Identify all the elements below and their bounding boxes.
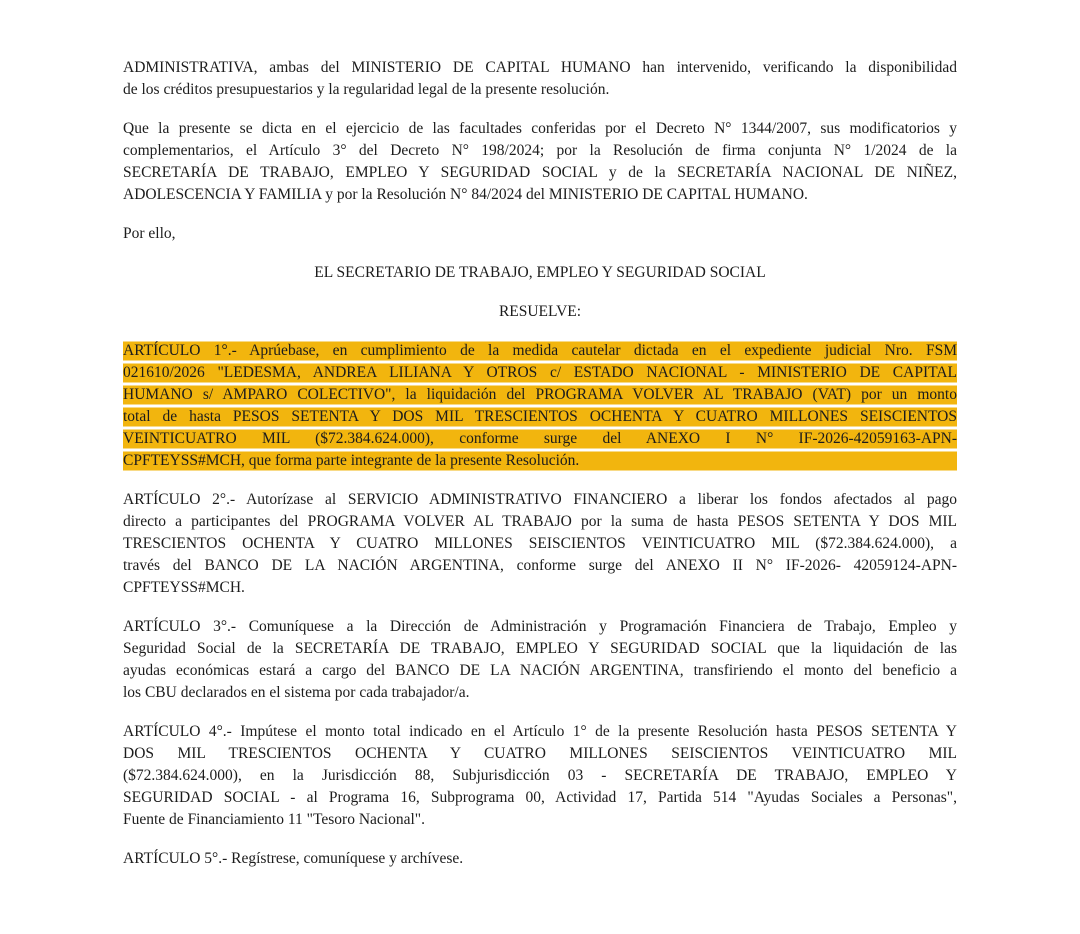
text-line: ARTÍCULO 2°.- Autorízase al SERVICIO ADMINISTRATIVO FINANCIERO a liberar los fondos afectados al pago bbox=[123, 491, 957, 508]
text-line: los CBU declarados en el sistema por cada trabajador/a. bbox=[123, 684, 470, 701]
text-line: ADMINISTRATIVA, ambas del MINISTERIO DE CAPITAL HUMANO han intervenido, verificando la disponibilidad bbox=[123, 59, 957, 76]
text-line: TRESCIENTOS OCHENTA Y CUATRO MILLONES SEISCIENTOS VEINTICUATRO MIL ($72.384.624.000), a bbox=[123, 535, 957, 552]
highlighted-text-line: HUMANO s/ AMPARO COLECTIVO", la liquidación del PROGRAMA VOLVER AL TRABAJO (VAT) por un monto bbox=[123, 384, 957, 406]
resuelve-heading bbox=[123, 301, 957, 323]
heading-text: RESUELVE: bbox=[498, 303, 582, 320]
heading-text: EL SECRETARIO DE TRABAJO, EMPLEO Y SEGURIDAD SOCIAL bbox=[314, 264, 766, 281]
highlighted-text-line: 021610/2026 "LEDESMA, ANDREA LILIANA Y OTROS c/ ESTADO NACIONAL - MINISTERIO DE CAPITAL bbox=[123, 362, 957, 384]
text-line: Que la presente se dicta en el ejercicio de las facultades conferidas por el Decreto N° 1344/2007, sus modificatorios y bbox=[123, 120, 957, 137]
text-line: CPFTEYSS#MCH. bbox=[123, 579, 245, 596]
articulo-1-highlighted bbox=[123, 340, 957, 472]
highlighted-text-line: VEINTICUATRO MIL ($72.384.624.000), conforme surge del ANEXO I N° IF-2026-42059163-APN- bbox=[123, 428, 957, 450]
text-line: directo a participantes del PROGRAMA VOLVER AL TRABAJO por la suma de hasta PESOS SETENTA Y DOS MIL bbox=[123, 513, 957, 530]
highlighted-text-line: CPFTEYSS#MCH, que forma parte integrante de la presente Resolución. bbox=[123, 450, 957, 472]
text-line: DOS MIL TRESCIENTOS OCHENTA Y CUATRO MILLONES SEISCIENTOS VEINTICUATRO MIL bbox=[123, 745, 957, 762]
articulo-5 bbox=[123, 848, 957, 870]
text-line: complementarios, el Artículo 3° del Decreto N° 198/2024; por la Resolución de firma conjunta N° 1/2024 de la bbox=[123, 142, 957, 159]
text-line: ayudas económicas estará a cargo del BANCO DE LA NACIÓN ARGENTINA, transfiriendo el monto del beneficio a bbox=[123, 662, 957, 679]
paragraph-intro bbox=[123, 57, 957, 101]
text-line: de los créditos presupuestarios y la regularidad legal de la presente resolución. bbox=[123, 81, 610, 98]
highlighted-text-line: ARTÍCULO 1°.- Aprúebase, en cumplimiento de la medida cautelar dictada en el expediente judicial Nro. FSM bbox=[123, 340, 957, 362]
highlighted-text-line: total de hasta PESOS SETENTA Y DOS MIL TRESCIENTOS OCHENTA Y CUATRO MILLONES SEISCIENTOS bbox=[123, 406, 957, 428]
text-line: Fuente de Financiamiento 11 "Tesoro Nacional". bbox=[123, 811, 425, 828]
text-line: SEGURIDAD SOCIAL - al Programa 16, Subprograma 00, Actividad 17, Partida 514 "Ayudas Sociales a Personas", bbox=[123, 789, 957, 806]
text-line: SECRETARÍA DE TRABAJO, EMPLEO Y SEGURIDAD SOCIAL y de la SECRETARÍA NACIONAL DE NIÑEZ, bbox=[123, 164, 957, 181]
por-ello-line bbox=[123, 223, 957, 245]
resolution-text-block bbox=[123, 57, 957, 887]
authority-heading bbox=[123, 262, 957, 284]
articulo-2 bbox=[123, 489, 957, 599]
text-line: Seguridad Social de la SECRETARÍA DE TRABAJO, EMPLEO Y SEGURIDAD SOCIAL que la liquidación de las bbox=[123, 640, 957, 657]
text-line: ($72.384.624.000), en la Jurisdicción 88, Subjurisdicción 03 - SECRETARÍA DE TRABAJO, EMPLEO Y bbox=[123, 767, 957, 784]
text-line: ARTÍCULO 4°.- Impútese el monto total indicado en el Artículo 1° de la presente Resolución hasta PESOS SETENTA Y bbox=[123, 723, 957, 740]
articulo-3 bbox=[123, 616, 957, 704]
paragraph-legal-basis bbox=[123, 118, 957, 206]
text-line: ADOLESCENCIA Y FAMILIA y por la Resolución N° 84/2024 del MINISTERIO DE CAPITAL HUMANO. bbox=[123, 186, 808, 203]
text-line: ARTÍCULO 5°.- Regístrese, comuníquese y archívese. bbox=[123, 850, 464, 867]
articulo-4 bbox=[123, 721, 957, 831]
text-line: ARTÍCULO 3°.- Comuníquese a la Dirección de Administración y Programación Financiera de Trabajo, Empleo y bbox=[123, 618, 957, 635]
text-line: Por ello, bbox=[123, 225, 176, 242]
text-line: través del BANCO DE LA NACIÓN ARGENTINA, conforme surge del ANEXO II N° IF-2026- 42059124-APN- bbox=[123, 557, 957, 574]
